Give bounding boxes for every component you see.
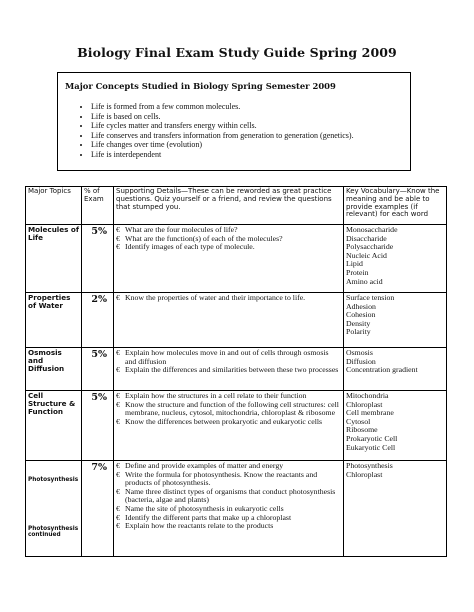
topic-photosynthesis: Photosynthesis (28, 477, 79, 483)
table-row (26, 391, 447, 461)
euro-bullet-icon: € (116, 242, 120, 252)
details-cell (114, 348, 344, 391)
vocab-term: Diffusion (346, 356, 376, 366)
vocab-term: Eukaryotic Cell (346, 442, 396, 452)
detail-item: € Know the structure and function of the following cell structures: cell membrane, nucleus, cytosol, mitochondria, chloroplast & ribosome (116, 399, 339, 418)
vocab-cell (344, 391, 447, 461)
euro-bullet-icon: € (116, 503, 120, 513)
detail-item: € What are the function(s) of each of the molecules? (116, 233, 283, 243)
euro-bullet-icon: € (116, 461, 120, 470)
detail-item: € Know the properties of water and their importance to life. (116, 293, 306, 302)
list-item: • Life is formed from a few common molecules. (91, 102, 410, 112)
vocab-term: Osmosis (346, 348, 373, 357)
vocab-term: Chloroplast (346, 399, 383, 409)
header-vocab: Key Vocabulary—Know the meaning and be able to provide examples (if relevant) for each word (344, 187, 447, 225)
details-cell (114, 293, 344, 348)
topic-cell: Osmosis and Diffusion (26, 348, 82, 391)
vocab-term: Concentration gradient (346, 365, 418, 375)
detail-item: € Explain how the structures in a cell relate to their function (116, 391, 307, 400)
vocab-term: Cohesion (346, 310, 376, 320)
detail-item: € Name the site of photosynthesis in eukaryotic cells (116, 503, 284, 513)
major-concepts-box (57, 72, 411, 171)
vocab-term: Protein (346, 267, 369, 277)
header-pct: % of Exam (82, 187, 114, 225)
pct-cell: 5% (82, 348, 114, 391)
detail-item: € Know the differences between prokaryotic and eukaryotic cells (116, 416, 323, 426)
table-header-row (26, 187, 447, 225)
concepts-list (58, 102, 410, 160)
euro-bullet-icon: € (116, 348, 120, 357)
euro-bullet-icon: € (116, 399, 120, 409)
detail-item: € Define and provide examples of matter and energy (116, 461, 284, 470)
detail-item: € Explain how molecules move in and out of cells through osmosis and diffusion (116, 348, 329, 366)
list-item: • Life is based on cells. (91, 112, 410, 122)
vocab-term: Prokaryotic Cell (346, 433, 398, 443)
vocab-cell (344, 461, 447, 557)
detail-item: € Explain how the reactants relate to the products (116, 521, 274, 531)
topic-cell: Cell Structure & Function (26, 391, 82, 461)
pct-cell: 5% (82, 391, 114, 461)
details-cell (114, 391, 344, 461)
vocab-cell (344, 348, 447, 391)
table-row (26, 461, 447, 557)
euro-bullet-icon: € (116, 391, 120, 400)
detail-item: € Write the formula for photosynthesis. Know the reactants and products of photosynthesis. (116, 469, 318, 488)
detail-item: € Identify images of each type of molecule. (116, 242, 255, 252)
vocab-term: Monosaccharide (346, 225, 398, 234)
vocab-term: Polarity (346, 327, 371, 337)
vocab-term: Density (346, 318, 371, 328)
euro-bullet-icon: € (116, 416, 120, 426)
vocab-term: Amino acid (346, 276, 383, 286)
table-row (26, 225, 447, 293)
vocab-term: Surface tension (346, 293, 395, 302)
detail-item: € Name three distinct types of organisms that conduct photosynthesis (bacteria, algae and plants) (116, 486, 336, 505)
vocab-term: Lipid (346, 259, 363, 269)
vocab-cell (344, 293, 447, 348)
list-item: • Life changes over time (evolution) (91, 140, 410, 150)
list-item: • Life conserves and transfers information from generation to generation (genetics). (91, 131, 410, 141)
euro-bullet-icon: € (116, 365, 120, 375)
pct-cell: 5% (82, 225, 114, 293)
vocab-term: Disaccharide (346, 233, 387, 243)
vocab-term: Photosynthesis (346, 461, 393, 470)
details-cell (114, 461, 344, 557)
euro-bullet-icon: € (116, 486, 120, 496)
detail-item: € Identify the different parts that make up a chloroplast (116, 512, 292, 522)
vocab-term: Cell membrane (346, 408, 394, 418)
page-title: Biology Final Exam Study Guide Spring 2009 (77, 45, 397, 60)
list-item: • Life cycles matter and transfers energy within cells. (91, 121, 410, 131)
detail-item: € Explain the differences and similarities between these two processes (116, 365, 339, 375)
study-guide-table (25, 186, 447, 557)
euro-bullet-icon: € (116, 293, 120, 302)
details-cell (114, 225, 344, 293)
vocab-term: Mitochondria (346, 391, 389, 400)
topic-photosynthesis-continued: Photosynthesis continued (28, 525, 79, 539)
detail-item: € What are the four molecules of life? (116, 225, 238, 234)
vocab-term: Cytosol (346, 416, 371, 426)
pct-cell: 7% (82, 461, 114, 557)
euro-bullet-icon: € (116, 521, 120, 531)
topic-cell: Molecules of Life (26, 225, 82, 293)
table-row (26, 348, 447, 391)
euro-bullet-icon: € (116, 512, 120, 522)
topic-cell (26, 461, 82, 557)
header-details: Supporting Details—These can be reworded as great practice questions. Quiz yourself or a friend, and review the questions that stumped you. (114, 187, 344, 225)
vocab-cell (344, 225, 447, 293)
vocab-term: Chloroplast (346, 469, 383, 479)
euro-bullet-icon: € (116, 225, 120, 234)
vocab-term: Adhesion (346, 301, 376, 311)
topic-cell: Properties of Water (26, 293, 82, 348)
pct-cell: 2% (82, 293, 114, 348)
header-topics: Major Topics (26, 187, 82, 225)
euro-bullet-icon: € (116, 469, 120, 479)
list-item: • Life is interdependent (91, 150, 410, 160)
concepts-heading: Major Concepts Studied in Biology Spring Semester 2009 (65, 81, 336, 91)
vocab-term: Nucleic Acid (346, 250, 387, 260)
vocab-term: Polysaccharide (346, 242, 394, 252)
euro-bullet-icon: € (116, 233, 120, 243)
vocab-term: Ribosome (346, 425, 378, 435)
table-row (26, 293, 447, 348)
